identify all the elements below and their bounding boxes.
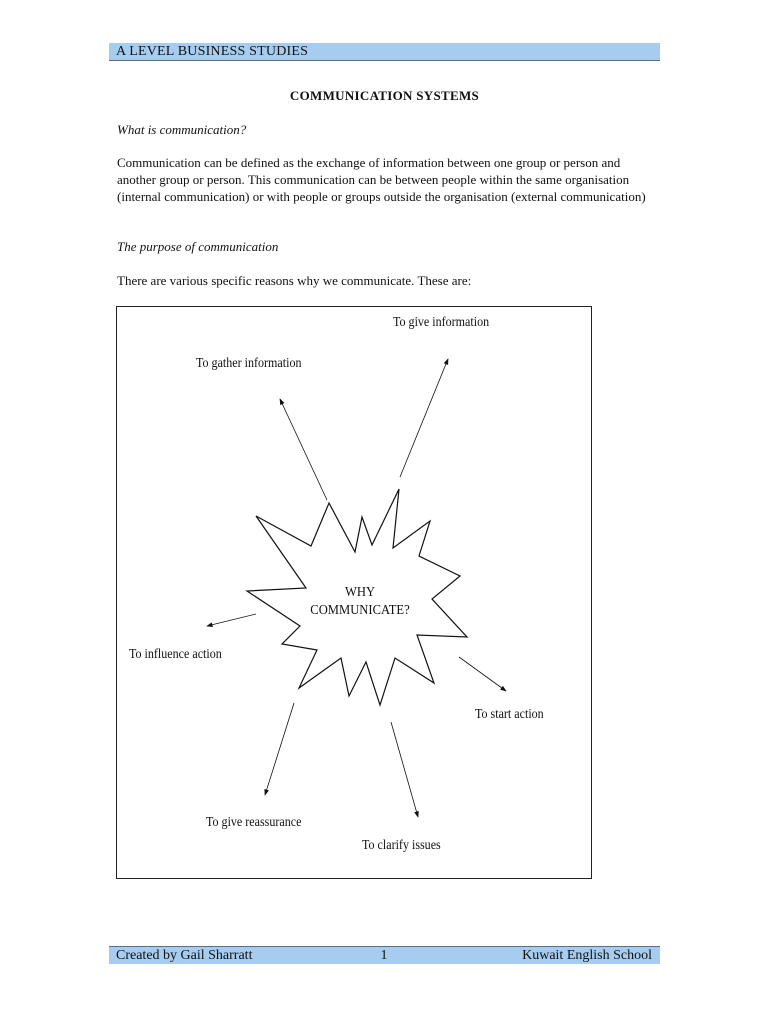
label-gather-information: To gather information [196,356,302,371]
footer-school: Kuwait English School [522,948,652,963]
arrow-to-give-information [400,359,448,477]
arrow-to-clarify-issues [391,722,418,817]
document-title: COMMUNICATION SYSTEMS [289,88,480,103]
question-purpose-of-communication: The purpose of communication [117,239,279,254]
footer-page-number: 1 [380,948,388,963]
reasons-intro-paragraph: There are various specific reasons why we communicate. These are: [117,273,472,288]
label-clarify-issues: To clarify issues [362,838,441,853]
footer-author: Created by Gail Sharratt [116,948,253,963]
definition-paragraph: Communication can be defined as the exchange of information between one group or person and another group or person. This communication can be between people within the same organisation (internal communication) or with people or groups outside the organisation (external communication) [117,155,646,204]
label-influence-action: To influence action [129,647,222,662]
arrow-to-influence-action [207,614,256,626]
question-what-is-communication: What is communication? [117,122,247,137]
center-label-why: WHY [344,585,376,600]
arrow-to-start-action [459,657,506,691]
label-give-reassurance: To give reassurance [206,815,302,830]
label-start-action: To start action [475,707,544,722]
center-label-communicate: COMMUNICATE? [310,603,410,618]
footer-bar [109,946,660,964]
arrow-to-gather-information [280,399,327,500]
arrow-to-give-reassurance [265,703,294,795]
label-give-information: To give information [393,315,490,330]
header-title: A LEVEL BUSINESS STUDIES [116,44,309,59]
